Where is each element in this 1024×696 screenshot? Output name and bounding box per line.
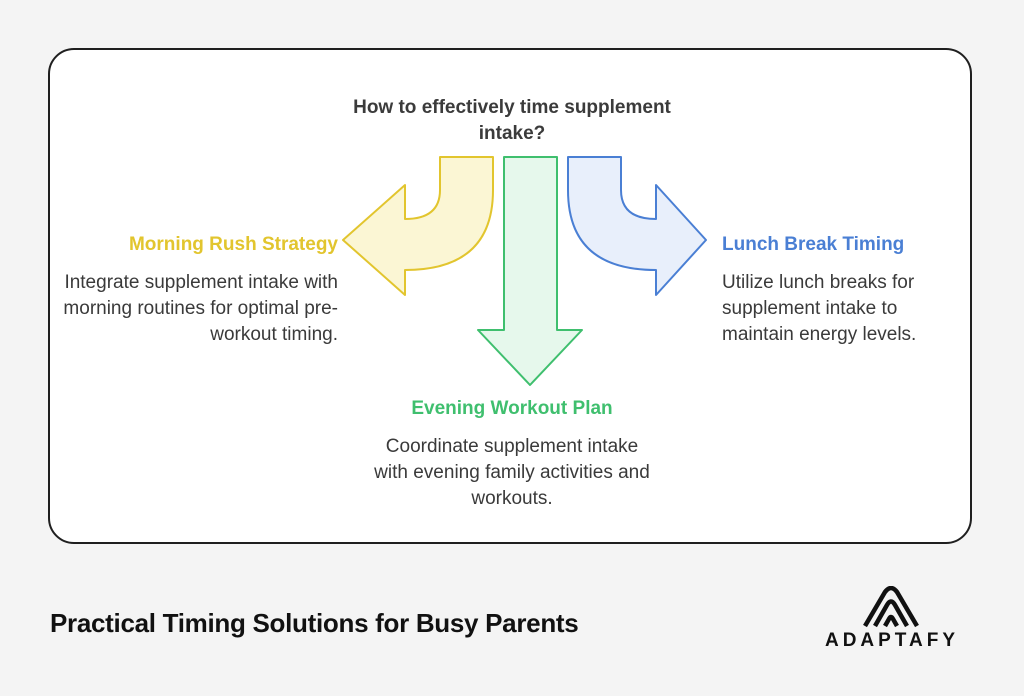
adaptafy-logo-icon (861, 586, 921, 628)
morning-heading: Morning Rush Strategy (128, 234, 338, 255)
lunch-heading: Lunch Break Timing (722, 234, 905, 255)
brand-logo-text: ADAPTAFY (824, 630, 960, 651)
lunch-description: Utilize lunch breaks for supplement intake to maintain energy levels. (722, 272, 917, 345)
footer-title: Practical Timing Solutions for Busy Parents (50, 608, 579, 638)
diagram-question: How to effectively time supplement intake? (353, 97, 671, 144)
morning-description: Integrate supplement intake with morning routines for optimal pre-workout timing. (63, 272, 338, 345)
lunch-arrow (568, 157, 706, 295)
morning-arrow (343, 157, 493, 295)
evening-description: Coordinate supplement intake with evening family activities and workouts. (374, 436, 650, 509)
evening-heading: Evening Workout Plan (411, 398, 613, 419)
